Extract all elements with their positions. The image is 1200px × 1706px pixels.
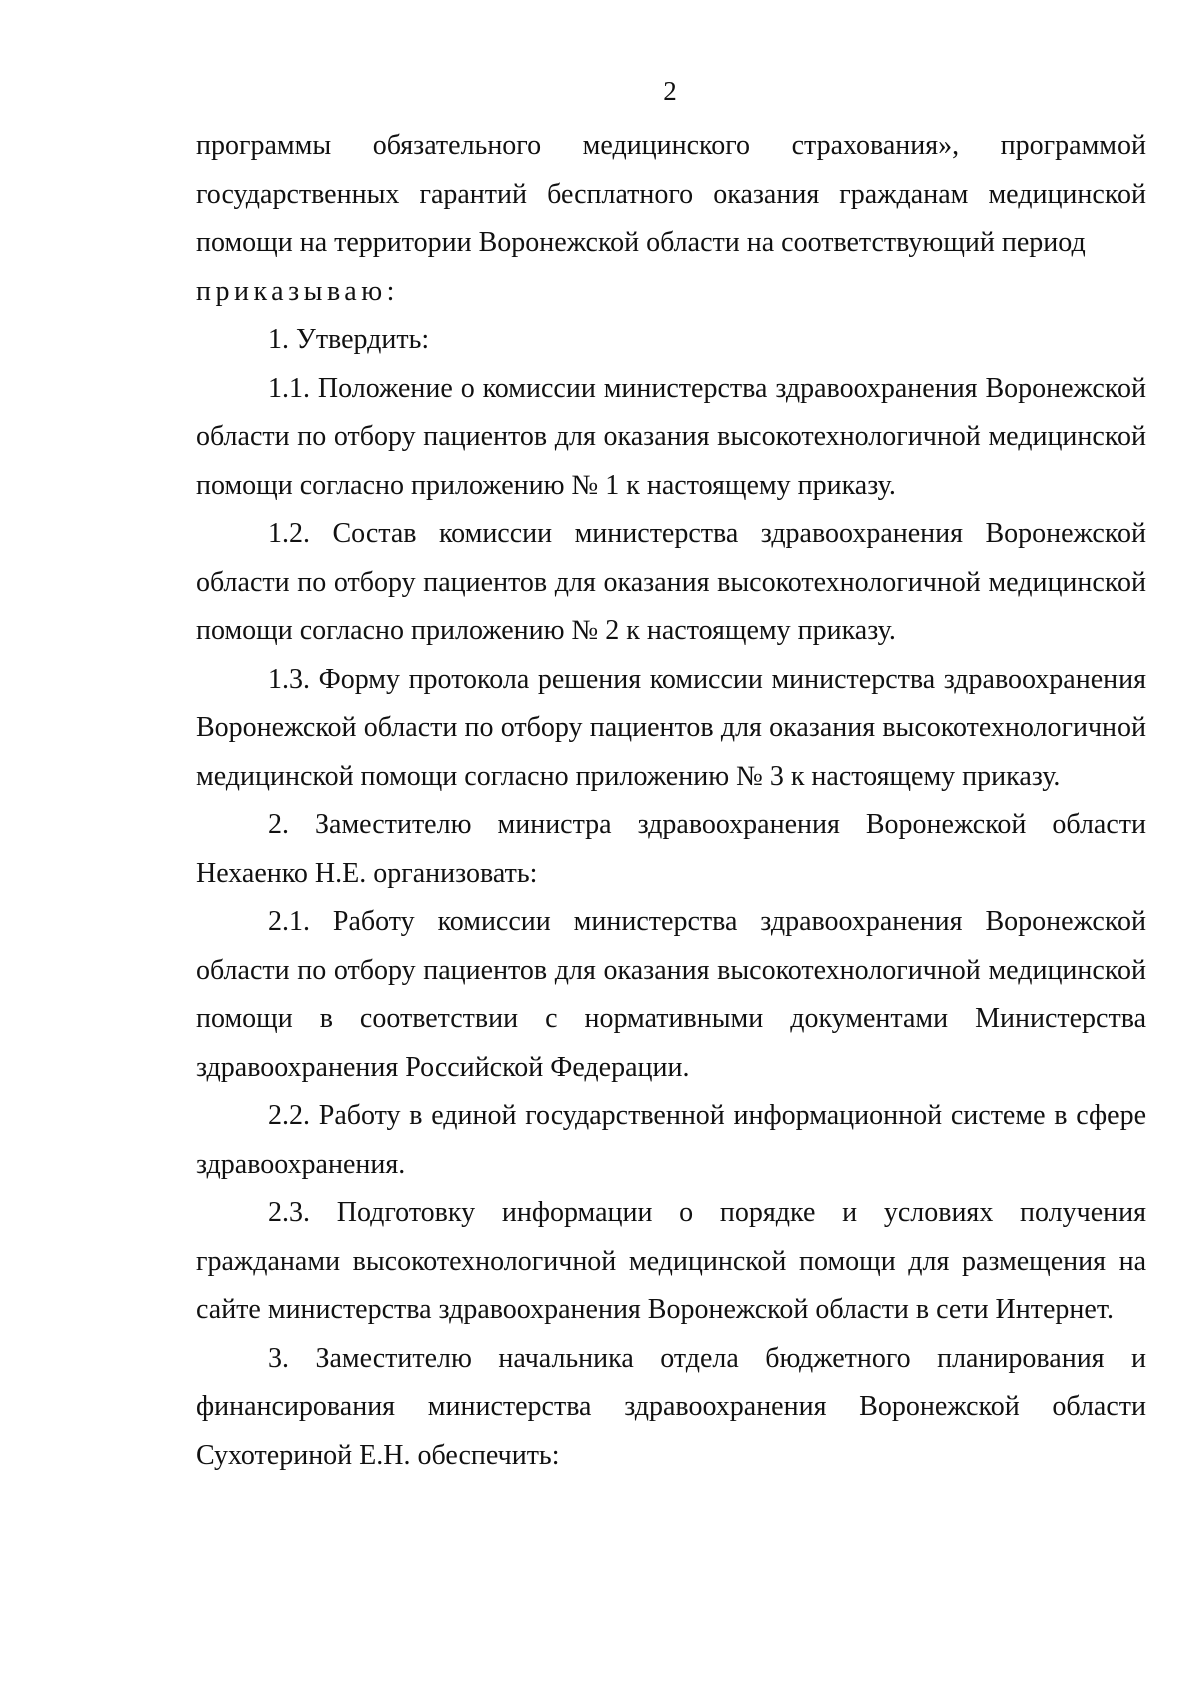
clause-2-1: 2.1. Работу комиссии министерства здравоохранения Воронежской области по отбору пациентов для оказания высокотехнологичной медицинской помощи в соответствии с нормативными документами Министерства здравоохранения Российской Федерации. — [196, 906, 1146, 1083]
order-verb: приказываю: — [196, 275, 399, 307]
document-body — [196, 122, 1146, 1480]
clause-1: 1. Утвердить: — [268, 324, 430, 355]
clause-2: 2. Заместителю министра здравоохранения Воронежской области Нехаенко Н.Е. организовать: — [196, 809, 1146, 889]
intro-paragraph: программы обязательного медицинского страхования», программой государственных гарантий бесплатного оказания гражданам медицинской помощи на территории Воронежской области на соответствующий период — [196, 130, 1146, 258]
clause-3: 3. Заместителю начальника отдела бюджетного планирования и финансирования министерства здравоохранения Воронежской области Сухотериной Е.Н. обеспечить: — [196, 1342, 1146, 1471]
clause-1-2: 1.2. Состав комиссии министерства здравоохранения Воронежской области по отбору пациентов для оказания высокотехнологичной медицинской помощи согласно приложению № 2 к настоящему приказу. — [196, 518, 1146, 646]
clause-1-1: 1.1. Положение о комиссии министерства здравоохранения Воронежской области по отбору пациентов для оказания высокотехнологичной медицинской помощи согласно приложению № 1 к настоящему приказу. — [196, 372, 1146, 501]
clause-1-3: 1.3. Форму протокола решения комиссии министерства здравоохранения Воронежской области по отбору пациентов для оказания высокотехнологичной медицинской помощи согласно приложению № 3 к настоящему приказу. — [196, 663, 1146, 792]
clause-2-3: 2.3. Подготовку информации о порядке и условиях получения гражданами высокотехнологичной медицинской помощи для размещения на сайте министерства здравоохранения Воронежской области в сети Интернет. — [196, 1197, 1146, 1325]
clause-2-2: 2.2. Работу в единой государственной информационной системе в сфере здравоохранения. — [196, 1100, 1146, 1180]
page-number: 2 — [663, 76, 677, 106]
